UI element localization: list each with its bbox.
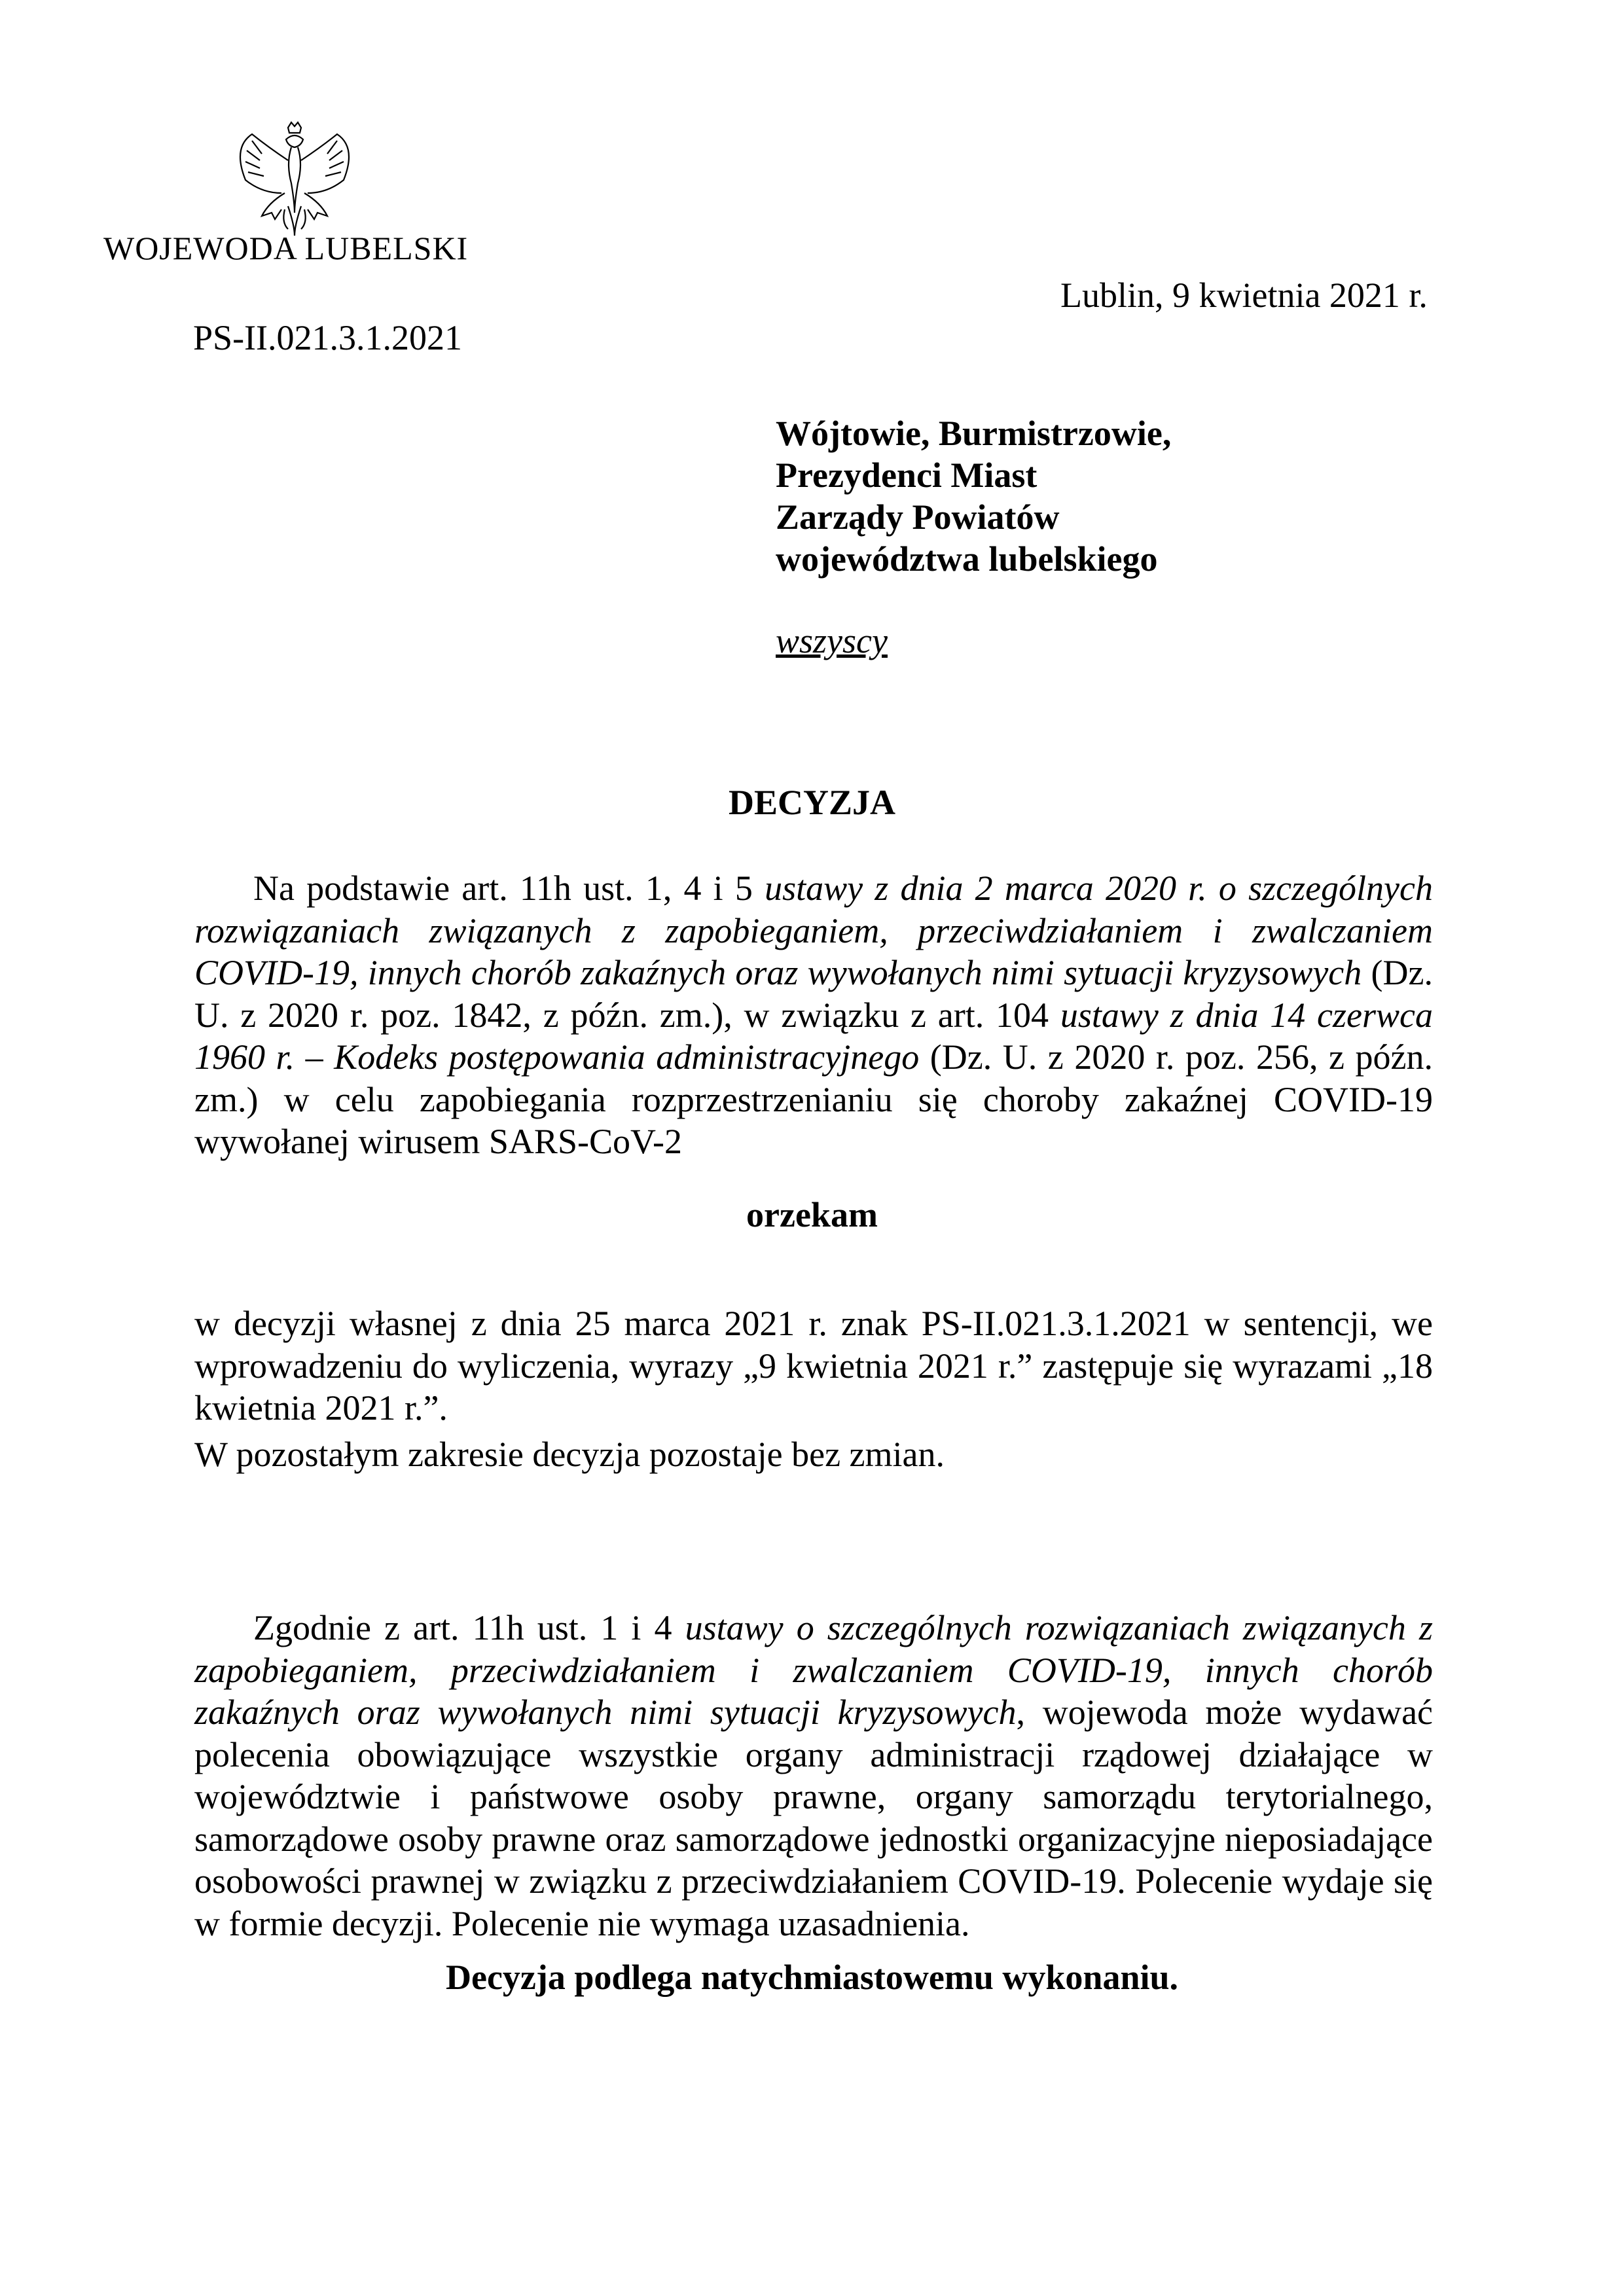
- legal-basis-paragraph: [194, 867, 1433, 1163]
- addressee-scope: wszyscy: [776, 621, 888, 660]
- case-reference: PS-II.021.3.1.2021: [193, 318, 463, 357]
- addressee-block: [776, 412, 1171, 580]
- addressee-line: Wójtowie, Burmistrzowie,: [776, 414, 1172, 453]
- enforcement-statement: Decyzja podlega natychmiastowemu wykonaniu.: [445, 1958, 1179, 1997]
- text-segment: Zgodnie z art. 11h ust. 1 i 4: [253, 1608, 685, 1647]
- remainder-paragraph: W pozostałym zakresie decyzja pozostaje bez zmian.: [194, 1435, 945, 1474]
- text-segment-italic: ustawy z dnia 14 czerwca 1960 r. – Kodeks postępowania administracyjnego: [194, 995, 1433, 1077]
- place-and-date: Lublin, 9 kwietnia 2021 r.: [1060, 276, 1428, 315]
- text-segment: , wojewoda może wydawać polecenia obowiązujące wszystkie organy administracji rządowej działające w województwie i państwowe osoby prawne, organy samorządu terytorialnego, samorządowe osoby prawne oraz samorządowe jednostki organizacyjne nieposiadające osobowości prawnej w związku z przeciwdziałaniem COVID-19. Polecenie wydaje się w formie decyzji. Polecenie nie wymaga uzasadnienia.: [194, 1693, 1434, 1943]
- justification-paragraph: [194, 1607, 1433, 1945]
- text-segment-italic: ustawy z dnia 2 marca 2020 r. o szczególnych rozwiązaniach związanych z zapobieganiem, przeciwdziałaniem i zwalczaniem COVID-19, innych chorób zakaźnych oraz wywołanych nimi sytuacji kryzysowych: [194, 869, 1433, 992]
- polish-eagle-emblem-icon: [232, 121, 357, 239]
- addressee-line: Zarządy Powiatów: [776, 497, 1060, 537]
- text-segment: (Dz. U. z 2020 r. poz. 1842, z późn. zm.), w związku z art. 104: [194, 953, 1433, 1035]
- ruling-heading: orzekam: [746, 1195, 878, 1234]
- organization-name: WOJEWODA LUBELSKI: [103, 230, 469, 266]
- text-segment-italic: ustawy o szczególnych rozwiązaniach związanych z zapobieganiem, przeciwdziałaniem i zwalczaniem COVID-19, innych chorób zakaźnych oraz wywołanych nimi sytuacji kryzysowych: [194, 1608, 1434, 1732]
- document-title: DECYZJA: [728, 783, 896, 822]
- ruling-paragraph: w decyzji własnej z dnia 25 marca 2021 r. znak PS-II.021.3.1.2021 w sentencji, we wprowadzeniu do wyliczenia, wyrazy „9 kwietnia 2021 r.” zastępuje się wyrazami „18 kwietnia 2021 r.”.: [194, 1304, 1433, 1427]
- addressee-line: województwa lubelskiego: [776, 539, 1158, 579]
- text-segment: Na podstawie art. 11h ust. 1, 4 i 5: [253, 869, 765, 908]
- text-segment: (Dz. U. z 2020 r. poz. 256, z późn. zm.) w celu zapobiegania rozprzestrzenianiu się choroby zakaźnej COVID-19 wywołanej wirusem SARS-CoV-2: [194, 1037, 1433, 1161]
- addressee-line: Prezydenci Miast: [776, 456, 1038, 495]
